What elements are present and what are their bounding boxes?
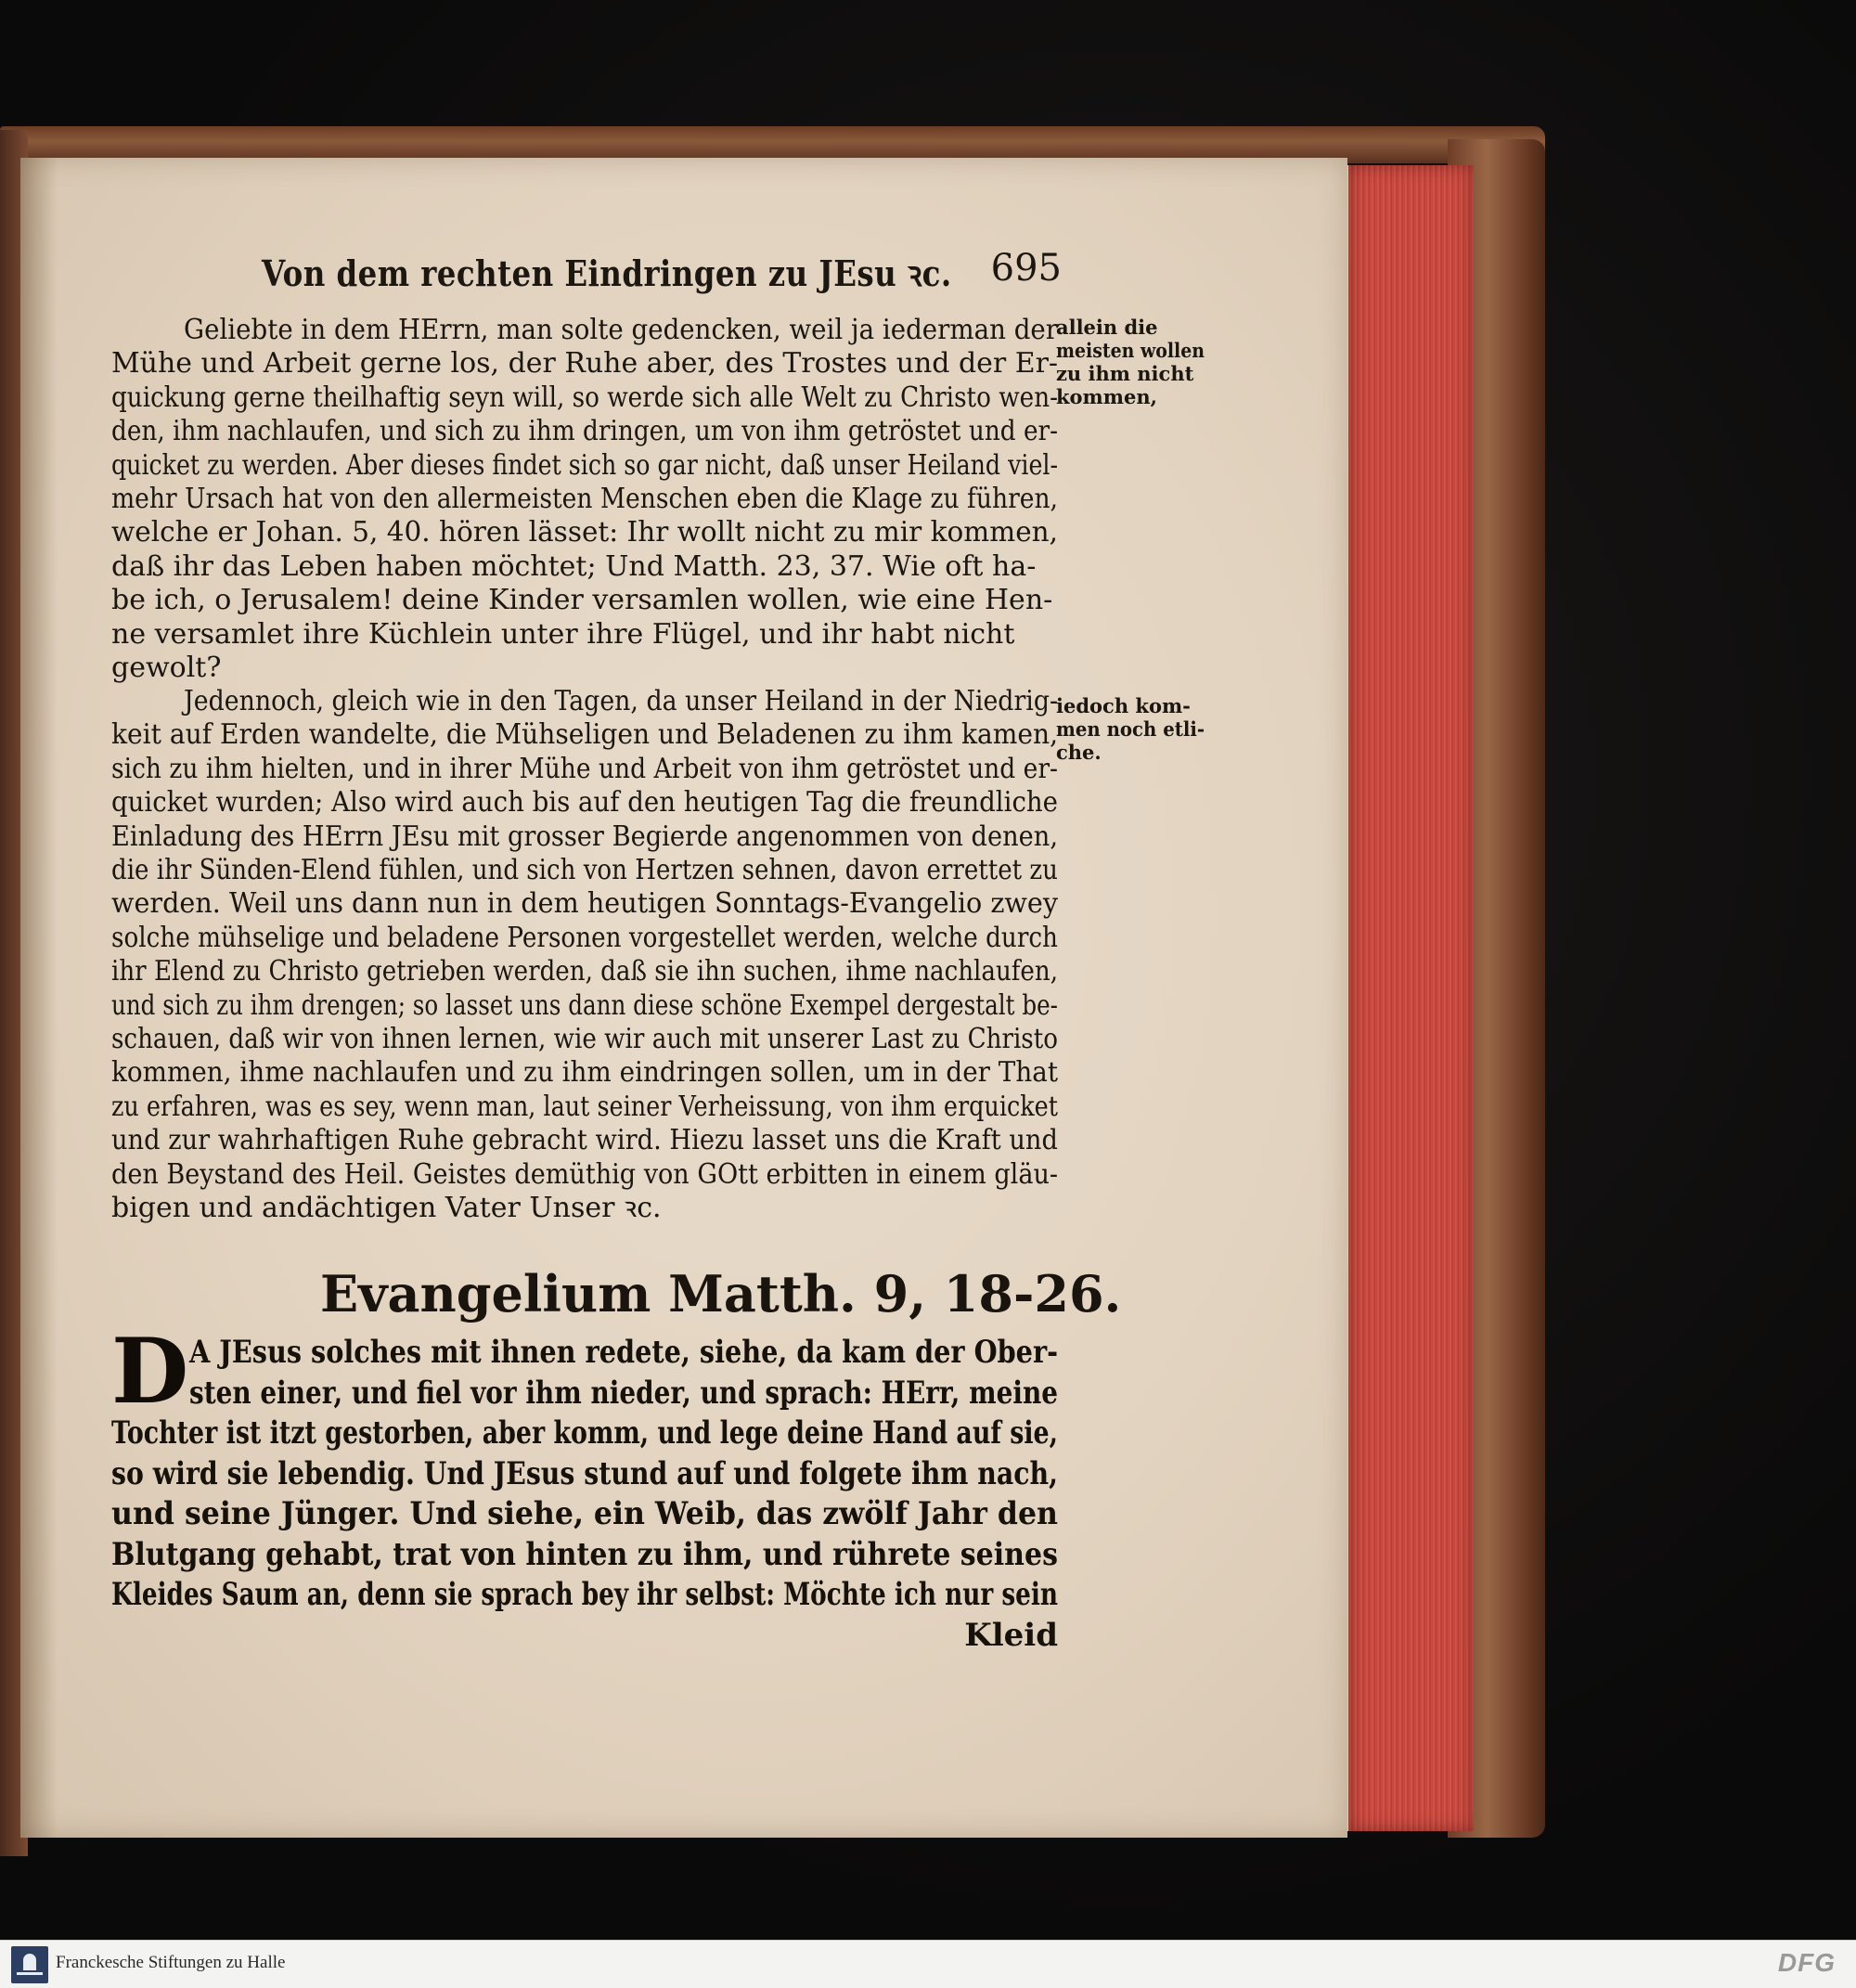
paragraph-2 [111,685,1058,1226]
text-line: mehr Ursach hat von den allermeisten Menschen eben die Klage zu führen, [111,483,1059,516]
drop-cap: D [111,1319,189,1424]
text-line: quicket wurden; Also wird auch bis auf den heutigen Tag die freundliche [111,786,1059,820]
page-gutter-shadow [20,158,58,1838]
text-line: schauen, daß wir von ihnen lernen, wie wir auch mit unserer Last zu Christo [111,1023,1059,1056]
institution-link[interactable]: Franckesche Stiftungen zu Halle [56,1953,286,1972]
francke-foundation-logo-icon[interactable] [11,1946,48,1983]
text-line: gewolt? [111,652,222,685]
dfg-logo[interactable]: DFG [1777,1948,1836,1977]
text-line: bigen und andächtigen Vater Unser ꝛc. [111,1192,662,1225]
text-line: Mühe und Arbeit gerne los, der Ruhe aber, des Trostes und der Er- [111,347,1059,381]
catchword: Kleid [964,1616,1058,1654]
margin-note-2 [1056,694,1205,764]
text-line: welche er Johan. 5, 40. hören lässet: Ihr wollt nicht zu mir kommen, [111,516,1059,549]
text-line: Geliebte in dem HErrn, man solte gedencken, weil ja iederman der [184,314,1059,346]
red-page-edges [1346,165,1474,1831]
page-number: 695 [990,247,1062,290]
margin-note-line: allein die [1056,316,1158,339]
paragraph-1 [111,314,1058,685]
text-line: solche mühselige und beladene Personen vorgestellet werden, welche durch [111,921,1058,954]
text-line: keit auf Erden wandelte, die Mühseligen und Beladenen zu ihm kamen, [111,718,1059,752]
gospel-line: so wird sie lebendig. Und JEsus stund auf und folgete ihm nach, [111,1454,1059,1492]
text-line: Einladung des HErrn JEsu mit grosser Begierde angenommen von denen, [111,820,1058,853]
margin-note-line: iedoch kom- [1056,694,1191,717]
text-line: daß ihr das Leben haben möchtet; Und Matth. 23, 37. Wie oft ha- [111,549,1037,583]
margin-note-1 [1056,316,1205,408]
text-line: den, ihm nachlaufen, und sich zu ihm dringen, um von ihm getröstet und er- [111,415,1059,448]
text-line: kommen, ihme nachlaufen und zu ihm eindringen sollen, um in der That [111,1056,1059,1090]
margin-note-line: men noch etli- [1056,717,1205,741]
gospel-line: Tochter ist itzt gestorben, aber komm, und lege deine Hand auf sie, [111,1414,1058,1452]
gospel-line: und seine Jünger. Und siehe, ein Weib, das zwölf Jahr den [111,1495,1059,1532]
margin-note-line: che. [1056,741,1102,764]
text-line: ihr Elend zu Christo getrieben werden, daß sie ihn suchen, ihme nachlaufen, [111,955,1058,988]
text-line: be ich, o Jerusalem! deine Kinder versamlen wollen, wie eine Hen- [111,584,1053,617]
running-head [262,243,1078,299]
text-line: und sich zu ihm drengen; so lasset uns dann diese schöne Exempel dergestalt be- [111,988,1058,1022]
text-line: werden. Weil uns dann nun in dem heutigen Sonntags-Evangelio zwey [111,887,1058,921]
viewer-footer [0,1940,1856,1988]
text-line: sich zu ihm hielten, und in ihrer Mühe und Arbeit von ihm getröstet und er- [111,752,1058,785]
margin-note-line: zu ihm nicht [1056,362,1194,385]
text-line: Jedennoch, gleich wie in den Tagen, da unser Heiland in der Niedrig- [184,685,1059,717]
text-line: den Beystand des Heil. Geistes demüthig von GOtt erbitten in einem gläu- [111,1157,1059,1191]
text-line: quicket zu werden. Aber dieses findet sich so gar nicht, daß unser Heiland viel- [111,448,1059,482]
text-line: ne versamlet ihre Küchlein unter ihre Flügel, und ihr habt nicht [111,617,1015,651]
text-line: und zur wahrhaftigen Ruhe gebracht wird. Hiezu lasset uns die Kraft und [111,1124,1058,1157]
gospel-line: sten einer, und fiel vor ihm nieder, und sprach: HErr, meine [189,1374,1059,1412]
margin-note-line: kommen, [1056,385,1157,408]
text-line: zu erfahren, was es sey, wenn man, laut seiner Verheissung, von ihm erquicket [111,1090,1058,1123]
gospel-line: Kleides Saum an, denn sie sprach bey ihr selbst: Möchte ich nur sein [111,1576,1059,1613]
gospel-line: Blutgang gehabt, trat von hinten zu ihm, und rührete seines [111,1535,1058,1573]
section-heading: Evangelium Matth. 9, 18-26. [320,1264,1122,1323]
text-line: quickung gerne theilhaftig seyn will, so werde sich alle Welt zu Christo wen- [111,381,1058,414]
running-title: Von dem rechten Eindringen zu JEsu ꝛc. [262,252,952,294]
margin-note-line: meisten wollen [1056,339,1205,362]
gospel-line: A JEsus solches mit ihnen redete, siehe, da kam der Ober- [189,1334,1059,1371]
gospel-text [111,1333,1059,1654]
text-line: die ihr Sünden-Elend fühlen, und sich von Hertzen sehnen, davon errettet zu [111,854,1058,887]
